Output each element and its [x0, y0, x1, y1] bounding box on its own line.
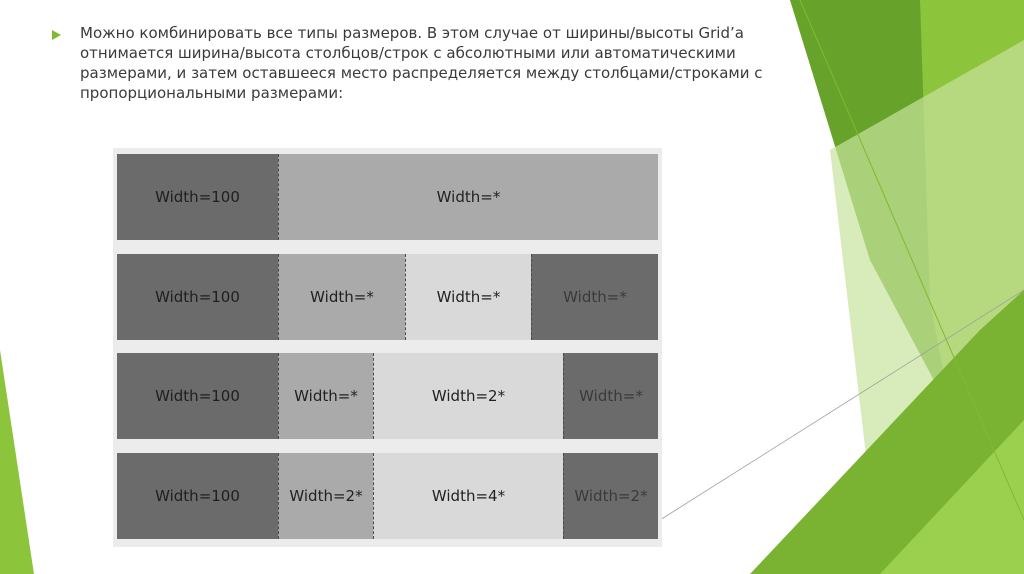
bullet-icon: [52, 30, 61, 40]
grid-row-3: [117, 353, 658, 439]
grid-cell: [278, 254, 405, 340]
grid-cell: [278, 154, 658, 240]
cell-label: Width=*: [310, 288, 374, 306]
grid-cell: [563, 353, 658, 439]
grid-row-1: [117, 154, 658, 240]
grid-cell: [117, 154, 278, 240]
cell-label: Width=100: [155, 288, 240, 306]
bullet-text: Можно комбинировать все типы размеров. В этом случае от ширины/высоты Grid’а отнимается ширина/высота столбцов/строк с абсолютными или автоматическими размерами, и затем оставшееся место распределяется между столбцами/строками с пропорциональными размерами:: [80, 24, 763, 102]
cell-label: Width=100: [155, 487, 240, 505]
grid-cell: [117, 254, 278, 340]
grid-cell: [405, 254, 531, 340]
cell-label: Width=2*: [289, 487, 363, 505]
cell-label: Width=*: [563, 288, 627, 306]
grid-cell: [117, 453, 278, 539]
grid-cell: [278, 353, 373, 439]
cell-label: Width=*: [294, 387, 358, 405]
grid-cell: [117, 353, 278, 439]
grid-cell: [531, 254, 658, 340]
cell-label: Width=*: [436, 288, 501, 306]
cell-label: Width=100: [155, 387, 240, 405]
grid-cell: [278, 453, 373, 539]
green-shape-left: [0, 350, 34, 574]
cell-label: Width=4*: [431, 487, 506, 505]
cell-label: Width=*: [436, 188, 501, 206]
cell-label: Width=2*: [574, 487, 648, 505]
grid-row-4: [117, 453, 658, 539]
grid-sizing-figure: [113, 148, 662, 547]
grid-cell: [563, 453, 658, 539]
grid-cell: [373, 453, 563, 539]
cell-label: Width=2*: [431, 387, 506, 405]
grid-row-2: [117, 254, 658, 340]
cell-label: Width=100: [155, 188, 240, 206]
cell-label: Width=*: [579, 387, 643, 405]
grid-cell: [373, 353, 563, 439]
